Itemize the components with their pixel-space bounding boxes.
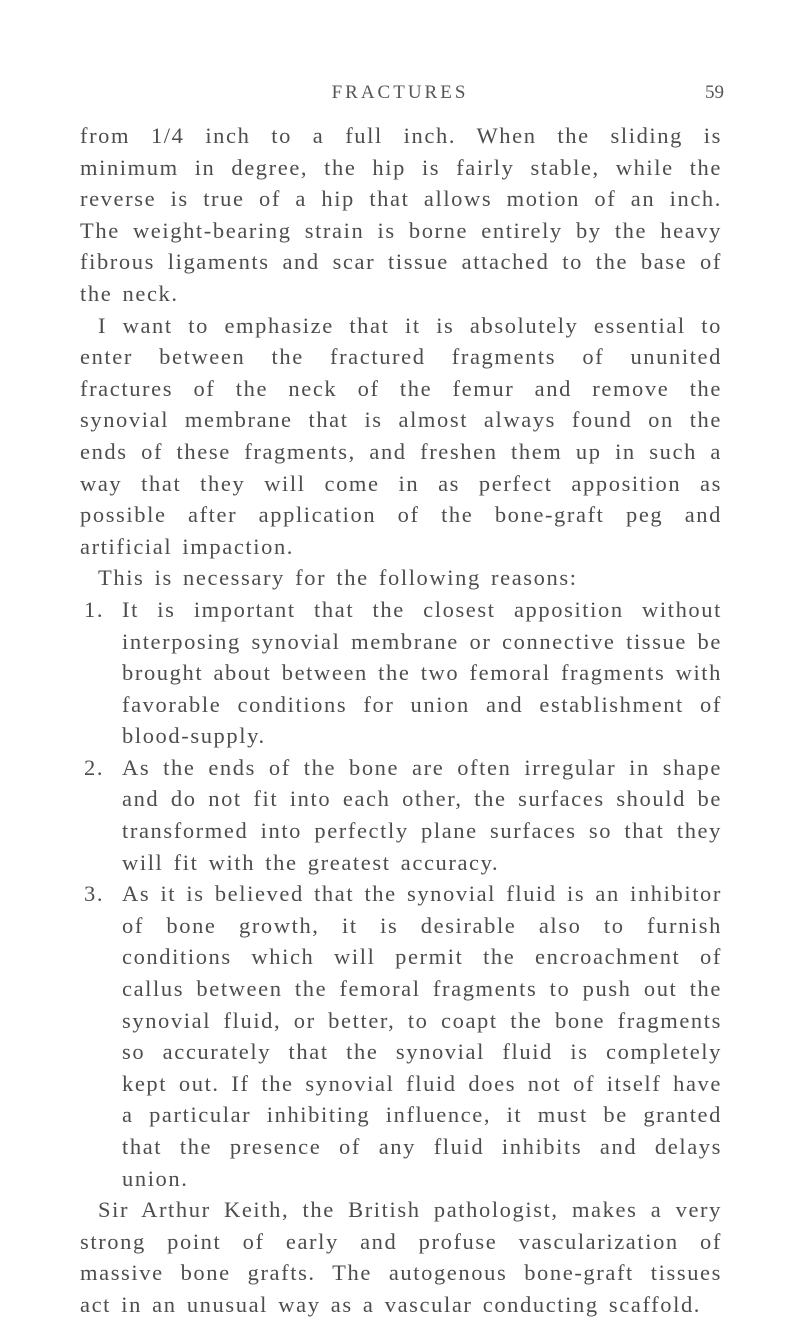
running-head: FRACTURES bbox=[331, 82, 469, 103]
paragraph-closing: Sir Arthur Keith, the British pathologist, makes a very strong point of early and profuse vascularization of massive bone grafts. The autogenous bone-graft tissues act in an unusual way as a vascular conducting scaffold. bbox=[80, 1197, 722, 1317]
list-item-text: As it is believed that the synovial fluid is an inhibitor of bone growth, it is desirable also to furnish conditions which will permit the encroachment of callus between the femoral fragments to push out the synovial fluid, or better, to coapt the bone fragments so accurately that the synovial fluid is completely kept out. If the synovial fluid does not of itself have a particular inhibiting influence, it must be granted that the presence of any fluid inhibits and delays union. bbox=[122, 881, 722, 1191]
body-text bbox=[80, 120, 722, 1321]
paragraph-reasons-intro: This is necessary for the following reasons: bbox=[98, 565, 578, 591]
list-item-number: 2. bbox=[84, 754, 105, 780]
list-item bbox=[80, 594, 722, 752]
list-item bbox=[80, 752, 722, 878]
list-item bbox=[80, 878, 722, 1194]
paragraph-emphasis: I want to emphasize that it is absolutely essential to enter between the fractured fragments of ununited fractures of the neck of the femur and remove the synovial membrane that is almost always found on the ends of these fragments, and freshen them up in such a way that they will come in as perfect apposition as possible after application of the bone-graft peg and artificial impaction. bbox=[80, 312, 722, 559]
list-item-number: 1. bbox=[84, 596, 105, 622]
reasons-list bbox=[80, 594, 722, 1194]
list-item-text: It is important that the closest apposition without interposing synovial membrane or connective tissue be brought about between the two femoral fragments with favorable conditions for union and establishment of blood-supply. bbox=[122, 596, 722, 749]
page-header bbox=[0, 82, 800, 112]
list-item-text: As the ends of the bone are often irregular in shape and do not fit into each other, the surfaces should be transformed into perfectly plane surfaces so that they will fit with the greatest accuracy. bbox=[122, 754, 722, 875]
list-item-number: 3. bbox=[84, 881, 105, 907]
paragraph-continuation: from 1/4 inch to a full inch. When the sliding is minimum in degree, the hip is fairly stable, while the reverse is true of a hip that allows motion of an inch. The weight-bearing strain is borne entirely by the heavy fibrous ligaments and scar tissue attached to the base of the neck. bbox=[80, 123, 722, 306]
page-number: 59 bbox=[705, 82, 724, 103]
